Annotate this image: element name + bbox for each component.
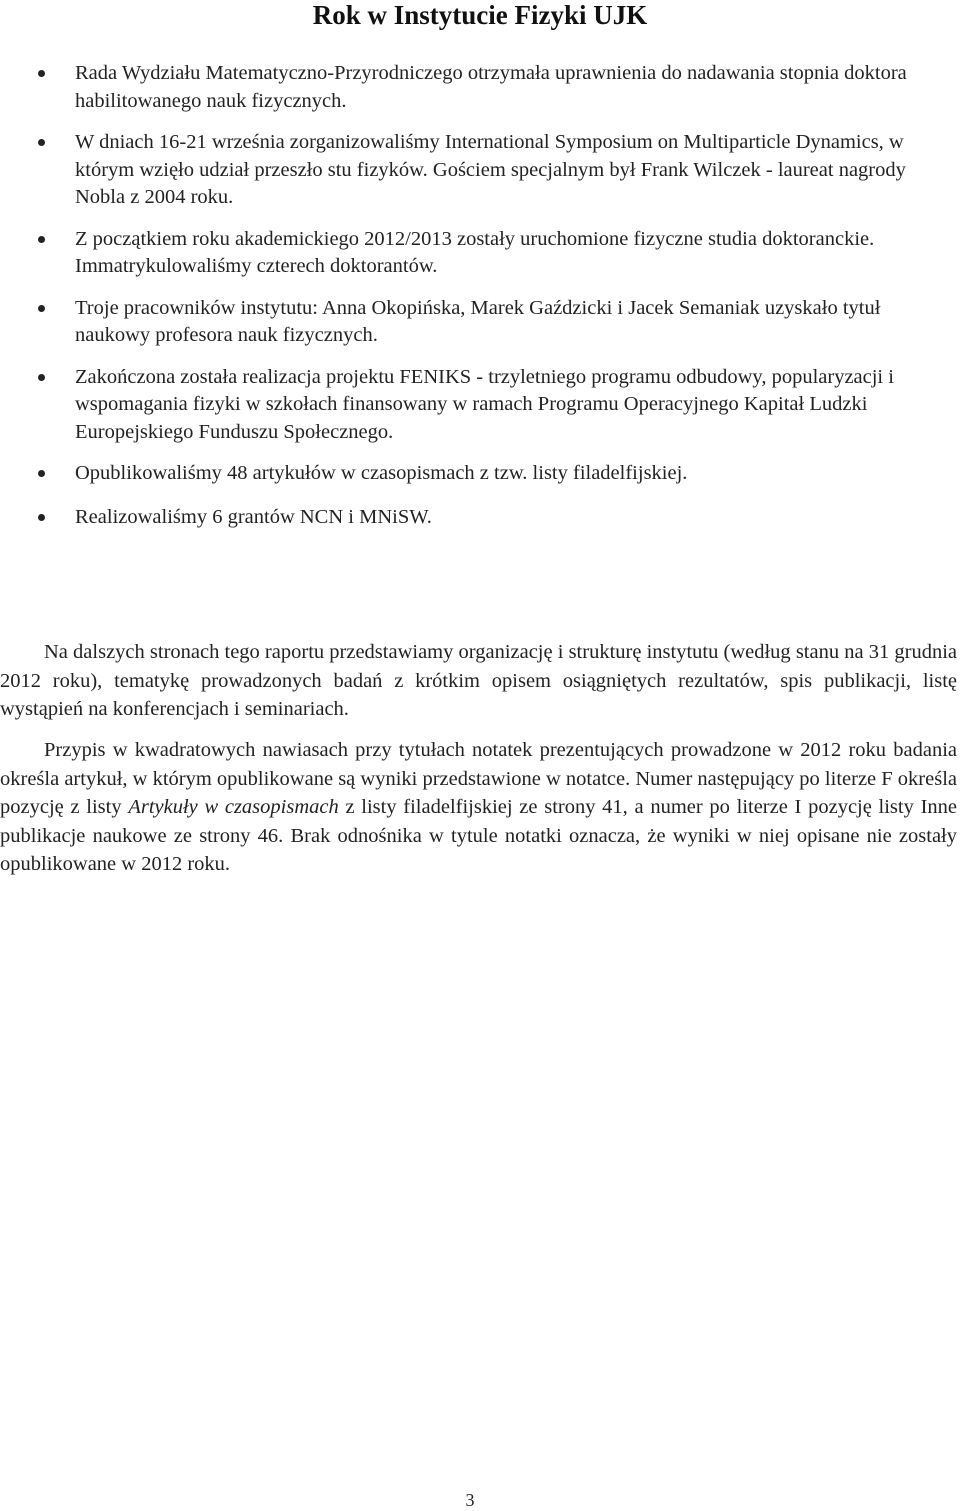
page-title: Rok w Instytucie Fizyki UJK <box>312 0 648 30</box>
list-item-text: Zakończona została realizacja projektu FENIKS - trzyletniego programu odbudowy, popularyzacji i wspomagania fizyki w szkołach finansowany w ramach Programu Operacyjnego Kapitał Ludzki Europejskiego Funduszu Społecznego. <box>75 365 894 443</box>
list-item <box>0 504 960 532</box>
bullet-icon <box>38 470 45 477</box>
list-item-text: Rada Wydziału Matematyczno-Przyrodniczego otrzymała uprawnienia do nadawania stopnia doktora habilitowanego nauk fizycznych. <box>75 62 907 112</box>
list-item <box>0 460 960 488</box>
intro-paragraph: Na dalszych stronach tego raportu przedstawiamy organizację i strukturę instytutu (według stanu na 31 grudnia 2012 roku), tematykę prowadzonych badań z krótkim opisem osiągniętych rezultatów, spis publikacji, listę wystąpień na konferencjach i seminariach. <box>0 641 957 720</box>
list-item-text: Opublikowaliśmy 48 artykułów w czasopismach z tzw. listy filadelfijskiej. <box>75 462 688 484</box>
list-item-text: Troje pracowników instytutu: Anna Okopińska, Marek Gaździcki i Jacek Semaniak uzyskało tytuł naukowy profesora nauk fizycznych. <box>75 296 881 346</box>
bullet-icon <box>38 70 45 77</box>
list-item-text: Realizowaliśmy 6 grantów NCN i MNiSW. <box>75 505 432 528</box>
footnote-text-part1: Przypis w kwadratowych nawiasach przy tytułach notatek prezentujących prowadzone w 2012 roku badania określa artykuł, w którym opublikowane są wyniki przedstawione w notatce. Numer następujący po literze F określa pozycję z listy <box>0 739 957 818</box>
footnote-text-part2: z listy filadelfijskiej ze strony 41, a numer po literze I pozycję listy Inne publikacje naukowe ze strony 46. Brak odnośnika w tytule notatki oznacza, że wyniki w niej opisane nie zostały opublikowane w 2012 roku. <box>0 796 957 875</box>
achievements-list <box>0 60 960 547</box>
list-item <box>0 226 960 281</box>
list-item-text: W dniach 16-21 września zorganizowaliśmy International Symposium on Multiparticle Dynamics, w którym wzięło udział przeszło stu fizyków. Gościem specjalnym był Frank Wilczek - laureat nagrody Nobla z 2004 roku. <box>75 131 906 208</box>
bullet-icon <box>38 305 45 312</box>
bullet-icon <box>38 236 45 243</box>
list-item <box>0 364 960 447</box>
bullet-icon <box>38 374 45 381</box>
list-item <box>0 129 960 212</box>
bullet-icon <box>38 514 45 521</box>
footnote-italic-title: Artykuły w czasopismach <box>128 796 339 818</box>
footnote-paragraph <box>0 736 957 879</box>
bullet-icon <box>38 139 45 146</box>
list-item <box>0 295 960 350</box>
list-item <box>0 60 960 115</box>
page-number: 3 <box>465 1490 475 1510</box>
list-item-text: Z początkiem roku akademickiego 2012/2013 zostały uruchomione fizyczne studia doktoranckie. Immatrykulowaliśmy czterech doktorantów. <box>75 227 875 277</box>
